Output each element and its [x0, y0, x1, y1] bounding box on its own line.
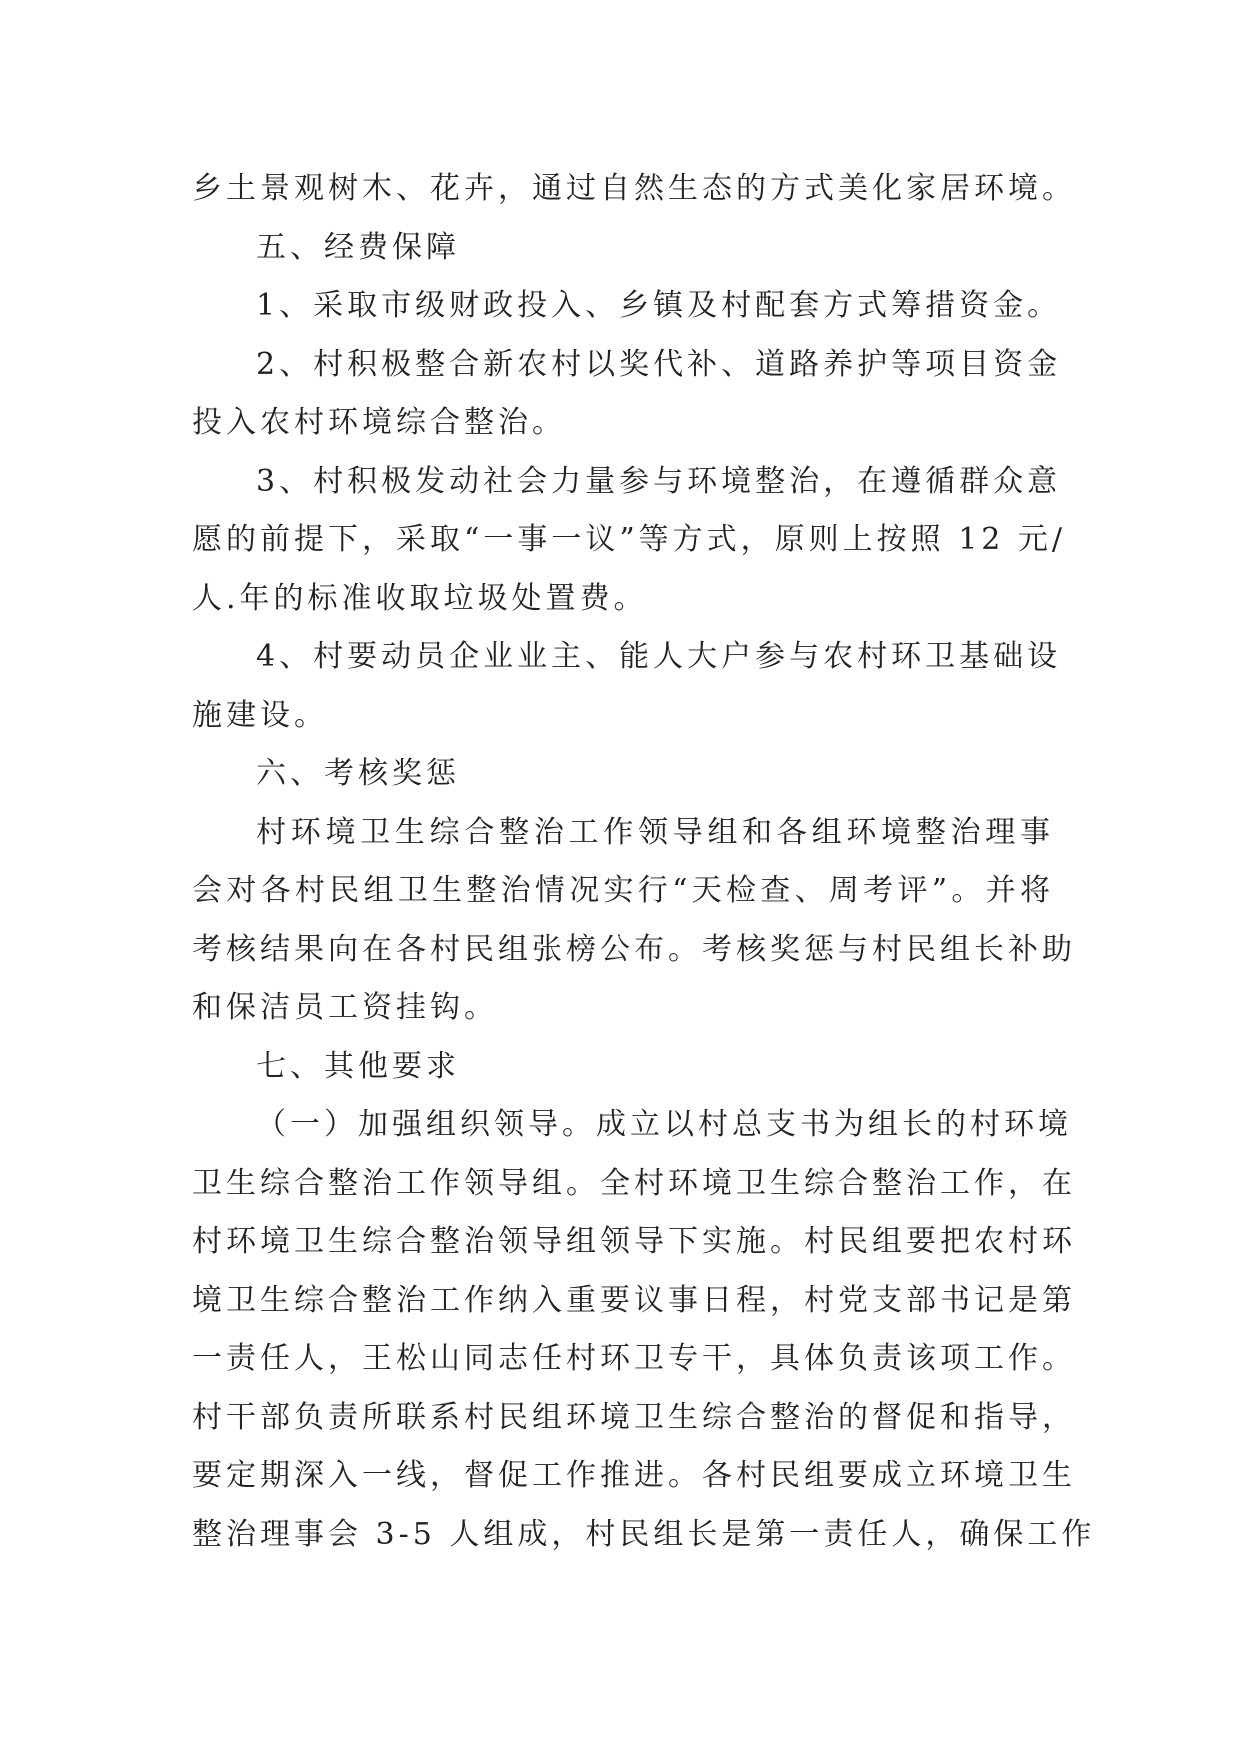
section-heading: 六、考核奖惩: [256, 756, 460, 791]
text-line: 整治理事会 3-5 人组成，村民组长是第一责任人，确保工作: [192, 1516, 1096, 1552]
text-line: 村环境卫生综合整治领导组领导下实施。村民组要把农村环: [192, 1224, 1076, 1259]
text-line: 要定期深入一线，督促工作推进。各村民组要成立环境卫生: [192, 1458, 1076, 1493]
text-line: 村环境卫生综合整治工作领导组和各组环境整治理事: [256, 814, 1054, 850]
document-body: [192, 160, 1096, 1564]
section-heading: 五、经费保障: [256, 229, 460, 265]
section-heading: 七、其他要求: [256, 1048, 460, 1084]
text-line: 投入农村环境综合整治。: [192, 405, 566, 440]
text-line: 村干部负责所联系村民组环境卫生综合整治的督促和指导，: [192, 1399, 1076, 1435]
text-line: 和保洁员工资挂钩。: [192, 990, 498, 1025]
text-line: 一责任人，王松山同志任村环卫专干，具体负责该项工作。: [192, 1341, 1076, 1376]
text-line: 4、村要动员企业业主、能人大户参与农村环卫基础设: [256, 639, 1062, 674]
text-line: 2、村积极整合新农村以奖代补、道路养护等项目资金: [256, 346, 1062, 382]
text-line: 3、村积极发动社会力量参与环境整治，在遵循群众意: [256, 463, 1062, 499]
text-line: 人.年的标准收取垃圾处置费。: [192, 580, 648, 616]
text-line: 考核结果向在各村民组张榜公布。考核奖惩与村民组长补助: [192, 931, 1076, 967]
text-line: 乡土景观树木、花卉，通过自然生态的方式美化家居环境。: [192, 171, 1076, 206]
text-line: 境卫生综合整治工作纳入重要议事日程，村党支部书记是第: [192, 1282, 1076, 1318]
text-line: 卫生综合整治工作领导组。全村环境卫生综合整治工作，在: [192, 1165, 1076, 1201]
text-line: 会对各村民组卫生整治情况实行“天检查、周考评”。并将: [192, 873, 1054, 908]
text-line: 施建设。: [192, 697, 328, 733]
text-line: 1、采取市级财政投入、乡镇及村配套方式筹措资金。: [256, 288, 1062, 323]
text-line: （一）加强组织领导。成立以村总支书为组长的村环境: [256, 1107, 1072, 1142]
text-line: 愿的前提下，采取“一事一议”等方式，原则上按照 12 元/: [192, 522, 1067, 557]
